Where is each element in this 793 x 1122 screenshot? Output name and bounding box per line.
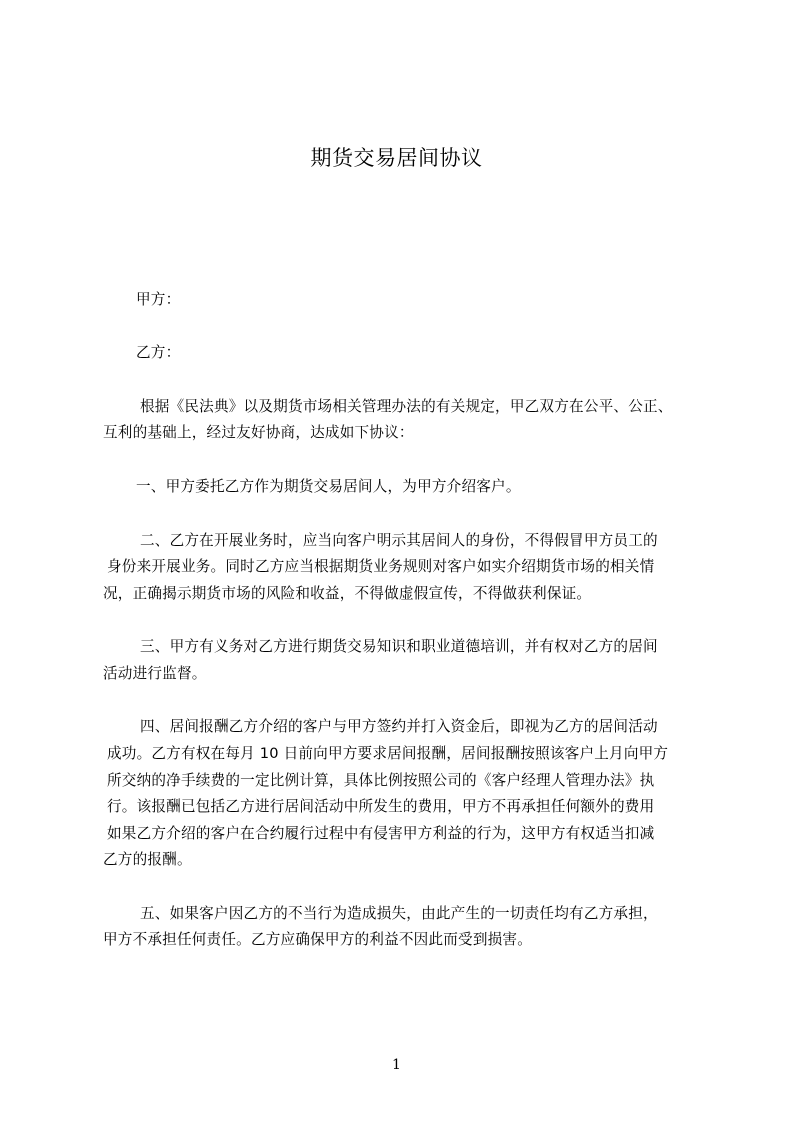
clause-4-line-1: 四、居间报酬乙方介绍的客户与甲方签约并打入资金后，即视为乙方的居间活动 — [140, 718, 658, 735]
clause-3-line-1: 三、甲方有义务对乙方进行期货交易知识和职业道德培训，并有权对乙方的居间 — [140, 638, 658, 655]
document-title: 期货交易居间协议 — [310, 146, 483, 170]
clause-4-line-3: 所交纳的净手续费的一定比例计算，具体比例按照公司的《客户经理人管理办法》执 — [107, 772, 655, 789]
clause-4-line-4: 行。该报酬已包括乙方进行居间活动中所发生的费用，甲方不再承担任何额外的费用 — [107, 798, 655, 815]
preamble-line-1: 根据《民法典》以及期货市场相关管理办法的有关规定，甲乙双方在公平、公正、 — [140, 398, 673, 415]
clause-5-line-1: 五、如果客户因乙方的不当行为造成损失，由此产生的一切责任均有乙方承担， — [140, 905, 658, 922]
clause-2-line-2: 身份来开展业务。同时乙方应当根据期货业务规则对客户如实介绍期货市场的相关情 — [107, 558, 655, 575]
clause-2-line-1: 二、乙方在开展业务时，应当向客户明示其居间人的身份，不得假冒甲方员工的 — [140, 532, 658, 549]
clause-3-line-2: 活动进行监督。 — [103, 665, 207, 682]
clause-4-line-2: 成功。乙方有权在每月 10 日前向甲方要求居间报酬，居间报酬按照该客户上月向甲方 — [107, 745, 669, 762]
preamble-line-2: 互利的基础上，经过友好协商，达成如下协议： — [103, 424, 414, 441]
clause-4-line-5: 如果乙方介绍的客户在合约履行过程中有侵害甲方利益的行为，这甲方有权适当扣减 — [107, 825, 655, 842]
party-a-label: 甲方： — [136, 291, 181, 308]
page-number: 1 — [392, 1057, 401, 1073]
clause-4-line-6: 乙方的报酬。 — [103, 851, 192, 868]
clause-1-line-1: 一、甲方委托乙方作为期货交易居间人，为甲方介绍客户。 — [136, 478, 521, 495]
party-b-label: 乙方： — [136, 344, 181, 361]
clause-2-line-3: 况，正确揭示期货市场的风险和收益，不得做虚假宣传，不得做获利保证。 — [103, 585, 592, 602]
clause-5-line-2: 甲方不承担任何责任。乙方应确保甲方的利益不因此而受到损害。 — [103, 931, 533, 948]
